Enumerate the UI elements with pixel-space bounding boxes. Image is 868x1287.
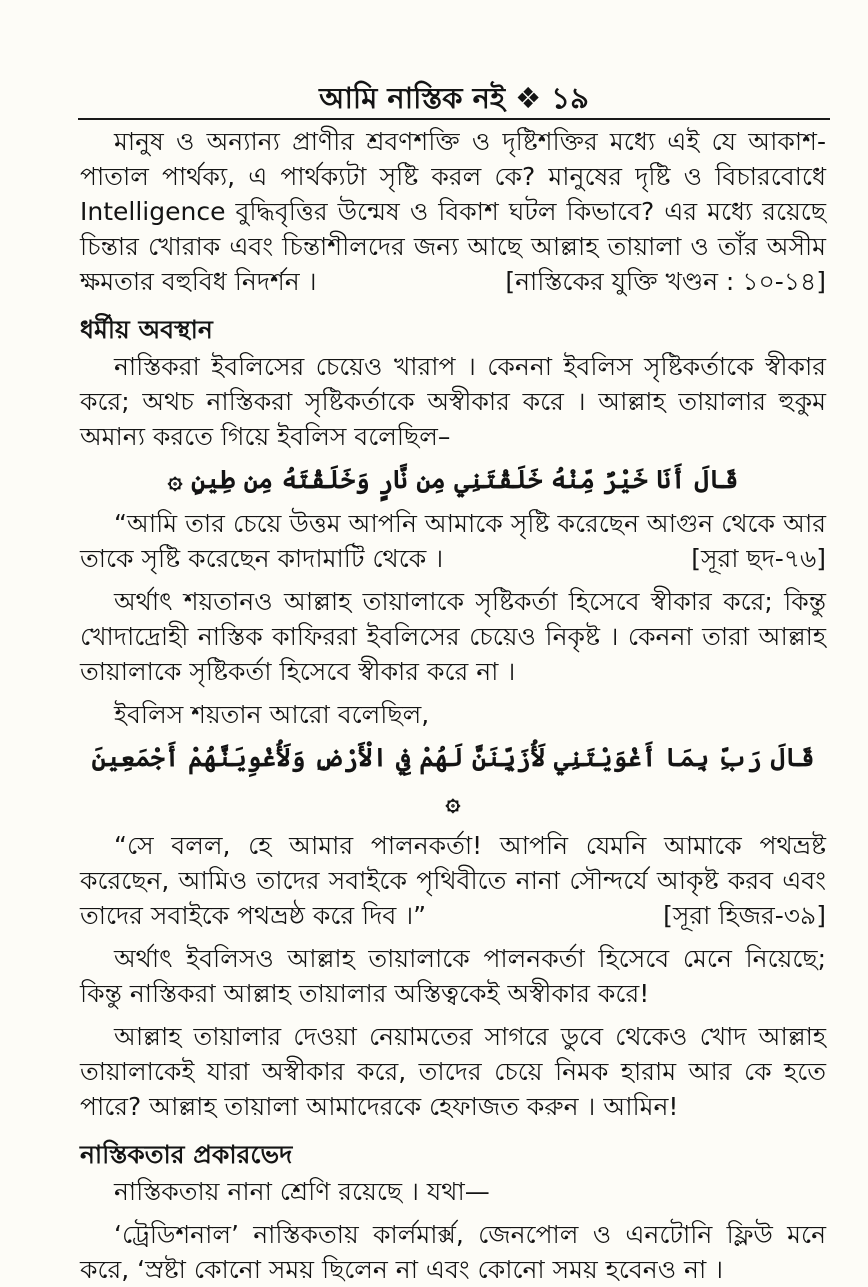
citation-3: [সূরা হিজর-৩৯] <box>663 901 826 930</box>
section-heading-religious: ধর্মীয় অবস্থান <box>80 315 213 344</box>
citation-2: [সূরা ছদ-৭৬] <box>691 544 826 573</box>
paragraph-6 <box>80 828 826 933</box>
paragraph-7: অর্থাৎ ইবলিসও আল্লাহ তায়ালাকে পালনকর্তা হিসেবে মেনে নিয়েছে; কিন্তু নাস্তিকরা আল্লাহ তায়ালার অস্তিত্বকেই অস্বীকার করে! <box>80 944 826 1008</box>
paragraph-9: নাস্তিকতায় নানা শ্রেণি রয়েছে । যথা— <box>114 1177 490 1206</box>
arabic-verse-1: قَالَ أَنَا خَيْرٌ مِّنْهُ خَلَقْتَنِي مِن نَّارٍ وَخَلَقْتَهُ مِن طِينٍ ۞ <box>167 465 739 494</box>
paragraph-1 <box>80 124 826 299</box>
paragraph-5: ইবলিস শয়তান আরো বলেছিল, <box>114 700 430 729</box>
paragraph-4: অর্থাৎ শয়তানও আল্লাহ তায়ালাকে সৃষ্টিকর্তা হিসেবে স্বীকার করে; কিন্তু খোদাদ্রোহী নাস্তিক কাফিররা ইবলিসের চেয়েও নিকৃষ্ট । কেননা তারা আল্লাহ তায়ালাকে সৃষ্টিকর্তা হিসেবে স্বীকার করে না । <box>80 587 826 686</box>
citation-1: [নাস্তিকের যুক্তি খণ্ডন : ১০-১৪] <box>505 267 826 296</box>
paragraph-1-text: মানুষ ও অন্যান্য প্রাণীর শ্রবণশক্তি ও দৃষ্টিশক্তির মধ্যে এই যে আকাশ-পাতাল পার্থক্য, এ পার্থক্যটা সৃষ্টি করল কে? মানুষের দৃষ্টি ও বিচারবোধে Intelligence বুদ্ধিবৃত্তির উন্মেষ ও বিকাশ ঘটল কিভাবে? এর মধ্যে রয়েছে চিন্তার খোরাক এবং চিন্তাশীলদের জন্য আছে আল্লাহ তায়ালা ও তাঁর অসীম ক্ষমতার বহুবিধ নিদর্শন । <box>80 127 826 296</box>
arabic-verse-2: قَالَ رَبِّ بِمَا أَغْوَيْتَنِي لَأُزَيِّنَنَّ لَهُمْ فِي الْأَرْضِ وَلَأُغْوِيَنَّهُمْ أَجْمَعِينَ ۞ <box>91 743 815 816</box>
paragraph-3-text: “আমি তার চেয়ে উত্তম আপনি আমাকে সৃষ্টি করেছেন আগুন থেকে আর তাকে সৃষ্টি করেছেন কাদামাটি থেকে । <box>80 509 826 573</box>
header-rule <box>78 118 830 120</box>
page-body <box>80 124 826 1287</box>
paragraph-8: আল্লাহ তায়ালার দেওয়া নেয়ামতের সাগরে ডুবে থেকেও খোদ আল্লাহ তায়ালাকেই যারা অস্বীকার করে, তাদের চেয়ে নিমক হারাম আর কে হতে পারে? আল্লাহ তায়ালা আমাদেরকে হেফাজত করুন । আমিন! <box>80 1022 826 1121</box>
page-header: আমি নাস্তিক নই ❖ ১৯ <box>319 81 589 115</box>
paragraph-3 <box>80 506 826 576</box>
section-heading-types: নাস্তিকতার প্রকারভেদ <box>80 1140 293 1169</box>
paragraph-2: নাস্তিকরা ইবলিসের চেয়েও খারাপ । কেননা ইবলিস সৃষ্টিকর্তাকে স্বীকার করে; অথচ নাস্তিকরা সৃষ্টিকর্তাকে অস্বীকার করে । আল্লাহ তায়ালার হুকুম অমান্য করতে গিয়ে ইবলিস বলেছিল– <box>80 352 826 451</box>
paragraph-6-text: “সে বলল, হে আমার পালনকর্তা! আপনি যেমনি আমাকে পথভ্রষ্ট করেছেন, আমিও তাদের সবাইকে পৃথিবীতে নানা সৌন্দর্যে আকৃষ্ট করব এবং তাদের সবাইকে পথভ্রষ্ঠ করে দিব ।” <box>80 831 826 930</box>
paragraph-10: ‘ট্রেডিশনাল’ নাস্তিকতায় কার্লমার্ক্স, জেনপোল ও এনটোনি ফ্লিউ মনে করে, ‘স্রষ্টা কোনো সময় ছিলেন না এবং কোনো সময় হবেনও না । <box>80 1220 826 1284</box>
